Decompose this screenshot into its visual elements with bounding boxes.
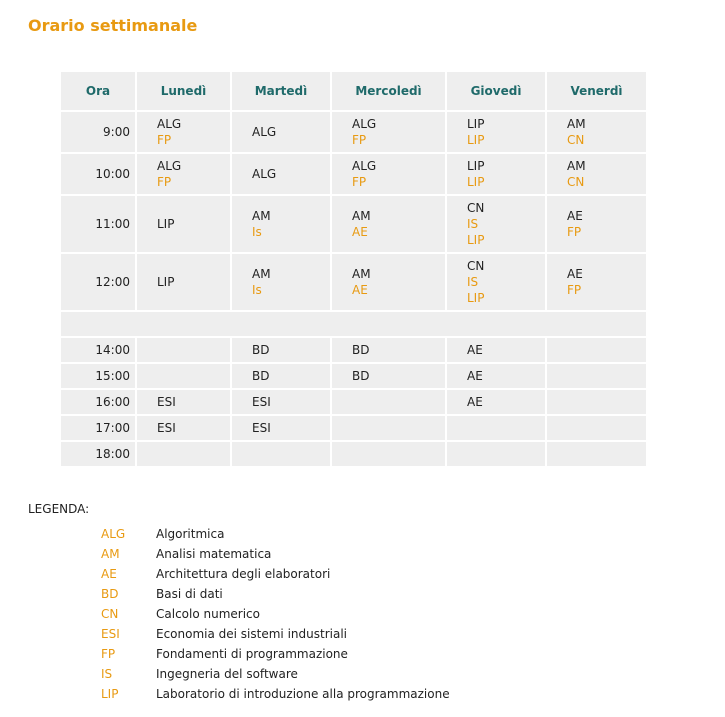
course-code: Is (252, 225, 262, 239)
schedule-cell (137, 154, 230, 194)
course-code: AM (567, 159, 586, 173)
hour-cell: 9:00 (61, 112, 135, 152)
legend-code: BD (101, 587, 119, 601)
legend-name: Basi di dati (156, 587, 223, 601)
schedule-cell (232, 154, 330, 194)
course-code: FP (567, 225, 582, 239)
schedule-cell (547, 112, 646, 152)
course-code: LIP (467, 233, 485, 247)
course-code: Is (252, 283, 262, 297)
course-code: ALG (252, 125, 277, 139)
legend-code: ESI (101, 627, 120, 641)
table-row (61, 416, 646, 440)
lunch-break-row (61, 312, 646, 336)
course-code: LIP (467, 291, 485, 305)
schedule-cell (547, 154, 646, 194)
course-code: ALG (157, 117, 182, 131)
schedule-cell (547, 196, 646, 252)
schedule-cell (447, 338, 545, 362)
schedule-cell (137, 196, 230, 252)
course-code: AE (567, 209, 583, 223)
course-code: CN (567, 175, 585, 189)
table-row (61, 112, 646, 152)
schedule-cell (447, 364, 545, 388)
schedule-cell (332, 154, 445, 194)
schedule-cell (232, 112, 330, 152)
header-monday: Lunedì (137, 72, 230, 110)
schedule-cell (332, 416, 445, 440)
schedule-cell (137, 442, 230, 466)
schedule-cell (547, 364, 646, 388)
timetable-body (61, 112, 646, 466)
course-code: AM (252, 267, 271, 281)
course-code: LIP (467, 117, 485, 131)
legend-code: IS (101, 667, 113, 681)
course-code: AE (467, 343, 483, 357)
legend-item (101, 646, 450, 666)
table-row (61, 338, 646, 362)
course-code: AE (352, 283, 368, 297)
course-code: FP (352, 133, 367, 147)
schedule-cell (137, 112, 230, 152)
course-code: FP (157, 175, 172, 189)
legend (101, 526, 450, 706)
table-row (61, 154, 646, 194)
legend-name: Laboratorio di introduzione alla programmazione (156, 687, 450, 701)
course-code: BD (252, 343, 270, 357)
course-code: ESI (252, 421, 271, 435)
table-row (61, 196, 646, 252)
hour-cell: 17:00 (61, 416, 135, 440)
course-code: ESI (252, 395, 271, 409)
legend-name: Analisi matematica (156, 547, 272, 561)
legend-code: AE (101, 567, 117, 581)
hour-cell: 11:00 (61, 196, 135, 252)
schedule-cell (447, 442, 545, 466)
course-code: ALG (352, 159, 377, 173)
course-code: AE (567, 267, 583, 281)
hour-cell: 15:00 (61, 364, 135, 388)
schedule-cell (447, 254, 545, 310)
course-code: AE (467, 395, 483, 409)
schedule-cell (447, 416, 545, 440)
legend-item (101, 686, 450, 706)
course-code: ESI (157, 395, 176, 409)
course-code: LIP (157, 275, 175, 289)
course-code: IS (467, 217, 479, 231)
course-code: ESI (157, 421, 176, 435)
course-code: IS (467, 275, 479, 289)
legend-code: AM (101, 547, 120, 561)
schedule-cell (332, 112, 445, 152)
schedule-cell (232, 442, 330, 466)
legend-item (101, 526, 450, 546)
hour-cell: 10:00 (61, 154, 135, 194)
schedule-cell (332, 254, 445, 310)
table-row (61, 254, 646, 310)
schedule-cell (447, 196, 545, 252)
legend-name: Architettura degli elaboratori (156, 567, 331, 581)
schedule-cell (547, 442, 646, 466)
header-thursday: Giovedì (447, 72, 545, 110)
legend-code: ALG (101, 527, 126, 541)
legend-item (101, 546, 450, 566)
table-row (61, 364, 646, 388)
legend-item (101, 626, 450, 646)
header-row (61, 72, 646, 110)
course-code: AM (352, 209, 371, 223)
course-code: LIP (467, 133, 485, 147)
schedule-cell (332, 364, 445, 388)
schedule-cell (332, 196, 445, 252)
course-code: ALG (157, 159, 182, 173)
header-hour: Ora (61, 72, 135, 110)
legend-item (101, 606, 450, 626)
lunch-break-cell (61, 312, 646, 336)
hour-cell: 16:00 (61, 390, 135, 414)
course-code: BD (352, 369, 370, 383)
course-code: LIP (467, 175, 485, 189)
course-code: FP (352, 175, 367, 189)
legend-item (101, 586, 450, 606)
course-code: ALG (352, 117, 377, 131)
legend-name: Algoritmica (156, 527, 225, 541)
course-code: BD (352, 343, 370, 357)
schedule-cell (447, 154, 545, 194)
legend-name: Fondamenti di programmazione (156, 647, 348, 661)
schedule-cell (232, 254, 330, 310)
legend-name: Economia dei sistemi industriali (156, 627, 347, 641)
course-code: CN (467, 201, 485, 215)
schedule-cell (332, 338, 445, 362)
course-code: LIP (467, 159, 485, 173)
course-code: LIP (157, 217, 175, 231)
table-row (61, 390, 646, 414)
schedule-cell (137, 254, 230, 310)
table-row (61, 442, 646, 466)
legend-code: CN (101, 607, 119, 621)
schedule-cell (232, 416, 330, 440)
schedule-cell (137, 390, 230, 414)
schedule-cell (547, 338, 646, 362)
page-title: Orario settimanale (28, 16, 198, 35)
schedule-cell (137, 416, 230, 440)
course-code: FP (157, 133, 172, 147)
legend-name: Calcolo numerico (156, 607, 260, 621)
legend-code: LIP (101, 687, 119, 701)
hour-cell: 14:00 (61, 338, 135, 362)
course-code: AM (252, 209, 271, 223)
course-code: FP (567, 283, 582, 297)
schedule-cell (232, 338, 330, 362)
schedule-cell (232, 364, 330, 388)
course-code: AE (467, 369, 483, 383)
legend-code: FP (101, 647, 116, 661)
header-tuesday: Martedì (232, 72, 330, 110)
schedule-cell (232, 390, 330, 414)
schedule-cell (232, 196, 330, 252)
legend-item (101, 666, 450, 686)
legend-title: LEGENDA: (28, 502, 90, 516)
schedule-cell (137, 364, 230, 388)
course-code: AM (567, 117, 586, 131)
legend-name: Ingegneria del software (156, 667, 298, 681)
schedule-cell (547, 254, 646, 310)
schedule-cell (332, 390, 445, 414)
schedule-cell (547, 390, 646, 414)
course-code: ALG (252, 167, 277, 181)
schedule-cell (447, 112, 545, 152)
course-code: BD (252, 369, 270, 383)
legend-item (101, 566, 450, 586)
header-wednesday: Mercoledì (332, 72, 445, 110)
hour-cell: 12:00 (61, 254, 135, 310)
header-friday: Venerdì (547, 72, 646, 110)
schedule-cell (332, 442, 445, 466)
course-code: AE (352, 225, 368, 239)
course-code: CN (567, 133, 585, 147)
schedule-cell (137, 338, 230, 362)
schedule-cell (447, 390, 545, 414)
timetable (59, 70, 648, 468)
course-code: AM (352, 267, 371, 281)
course-code: CN (467, 259, 485, 273)
schedule-cell (547, 416, 646, 440)
hour-cell: 18:00 (61, 442, 135, 466)
